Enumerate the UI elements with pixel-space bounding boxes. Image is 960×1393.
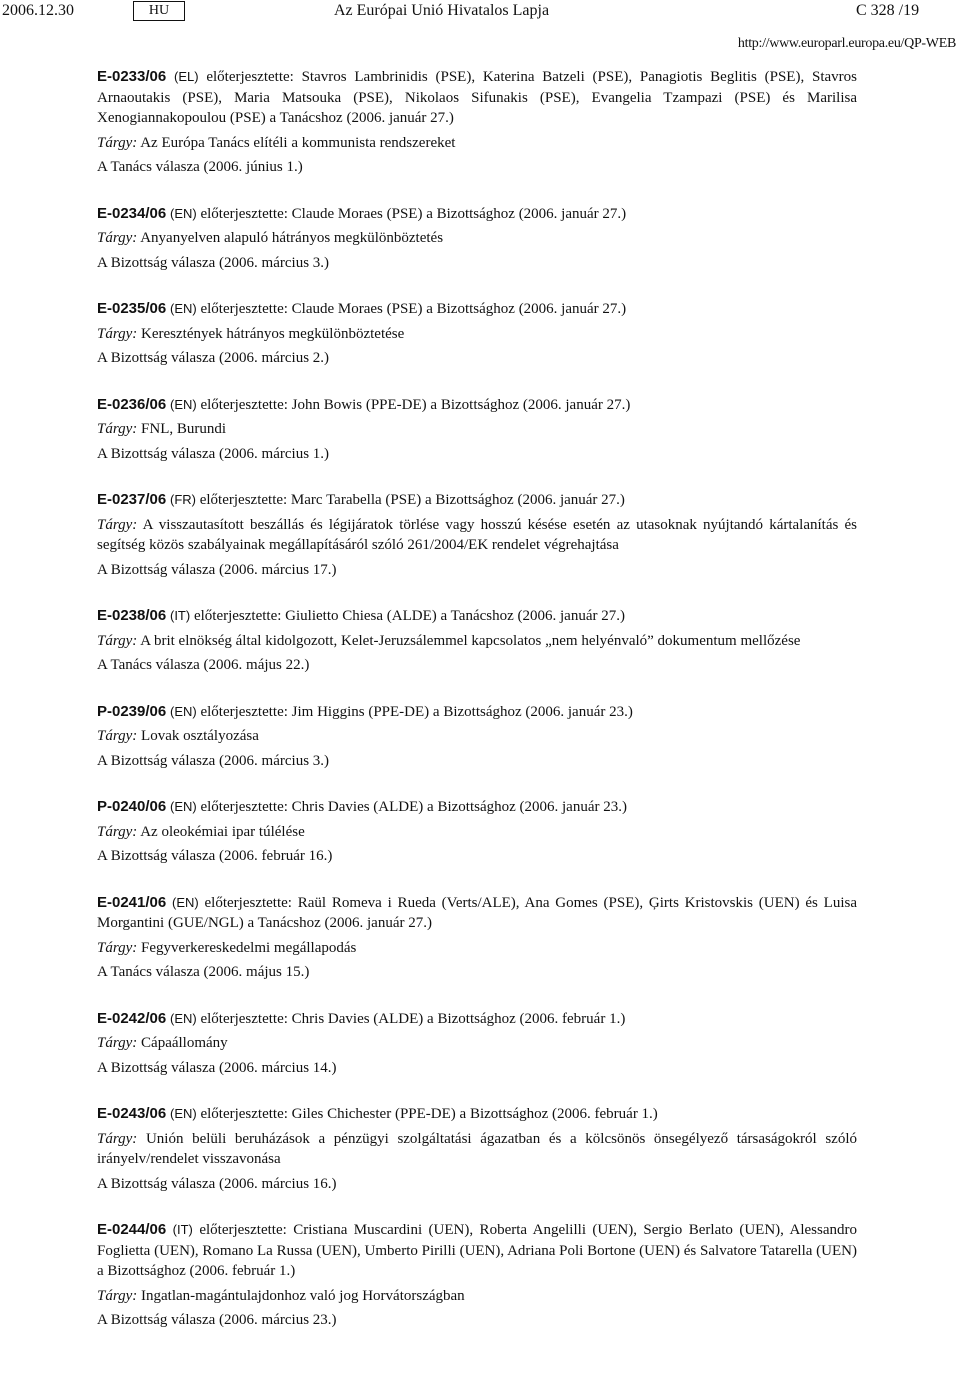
question-authors: előterjesztette: Giles Chichester (PPE-DE) a Bizottsághoz (2006. február 1.): [200, 1106, 658, 1122]
subject-text: Unión belüli beruházások a pénzügyi szolgáltatási ágazatban és a kölcsönös önsegélyező társaságokról szóló irányelv/rendelet visszavonása: [97, 1130, 857, 1167]
answer-line: A Bizottság válasza (2006. március 2.): [97, 350, 330, 366]
question-entry: [97, 395, 857, 465]
header-date: 2006.12.30: [2, 2, 74, 19]
question-number: E-0236/06: [97, 395, 167, 413]
question-number: E-0244/06: [97, 1221, 167, 1238]
questions-list: [97, 67, 857, 1357]
language-code: (IT): [169, 608, 191, 623]
answer-line: A Bizottság válasza (2006. március 23.): [97, 1312, 337, 1328]
subject-text: Anyanyelven alapuló hátrányos megkülönböztetés: [140, 230, 444, 246]
question-authors: előterjesztette: Marc Tarabella (PSE) a Bizottsághoz (2006. január 27.): [199, 492, 625, 508]
question-number: E-0235/06: [97, 300, 167, 317]
question-subject: [97, 324, 857, 345]
language-code: (EN): [169, 799, 197, 814]
question-subject: [97, 1129, 857, 1170]
subject-text: Lovak osztályozása: [141, 728, 259, 744]
subject-label: Tárgy:: [97, 1130, 138, 1147]
question-number: E-0241/06: [97, 893, 167, 911]
subject-text: Az oleokémiai ipar túlélése: [140, 823, 305, 840]
language-code: (EL): [174, 69, 199, 84]
question-number: E-0242/06: [97, 1009, 167, 1027]
question-subject: [97, 938, 857, 959]
question-heading: [97, 893, 857, 934]
subject-text: Az Európa Tanács elítéli a kommunista rendszereket: [140, 134, 456, 151]
answer-line: A Bizottság válasza (2006. március 14.): [97, 1059, 337, 1076]
subject-label: Tárgy:: [97, 516, 138, 533]
subject-label: Tárgy:: [97, 325, 138, 342]
subject-label: Tárgy:: [97, 939, 138, 956]
question-authors: előterjesztette: Stavros Lambrinidis (PSE), Katerina Batzeli (PSE), Panagiotis Beglitis (PSE), Stavros Arnaoutakis (PSE), Maria Matsouka (PSE), Nikolaos Sifunakis (PSE), Evangelia Tzampazi (PSE) és Marilisa Xenogiannakopoulou (PSE) a Tanácshoz (2006. január 27.): [97, 69, 857, 126]
question-entry: [97, 204, 857, 274]
question-subject: [97, 515, 857, 556]
question-authors: előterjesztette: Jim Higgins (PPE-DE) a Bizottsághoz (2006. január 23.): [200, 703, 633, 720]
question-subject: [97, 822, 857, 843]
question-heading: [97, 1009, 857, 1030]
language-code: (IT): [172, 1222, 193, 1237]
question-number: E-0233/06: [97, 68, 167, 85]
question-subject: [97, 1286, 857, 1307]
question-heading: [97, 797, 857, 818]
subject-text: Ingatlan-magántulajdonhoz való jog Horvátországban: [141, 1287, 465, 1304]
question-subject: [97, 228, 857, 249]
question-number: P-0239/06: [97, 702, 167, 720]
question-authors: előterjesztette: John Bowis (PPE-DE) a Bizottsághoz (2006. január 27.): [200, 396, 631, 413]
question-number: P-0240/06: [97, 798, 167, 815]
question-subject: [97, 631, 857, 652]
question-heading: [97, 204, 857, 225]
question-entry: [97, 299, 857, 369]
language-code: (EN): [169, 1010, 197, 1026]
subject-text: Keresztények hátrányos megkülönböztetése: [141, 325, 405, 342]
question-heading: [97, 490, 857, 511]
answer-line: A Bizottság válasza (2006. március 3.): [97, 254, 330, 271]
question-authors: előterjesztette: Cristiana Muscardini (UEN), Roberta Angelilli (UEN), Sergio Berlato (UEN), Alessandro Foglietta (UEN), Romano La Russa (UEN), Umberto Pirilli (UEN), Adriana Poli Bortone (UEN) és Salvatore Tatarella (UEN) a Bizottsághoz (2006. február 1.): [97, 1222, 857, 1279]
answer-line: A Tanács válasza (2006. május 22.): [97, 657, 310, 673]
answer-line: A Tanács válasza (2006. május 15.): [97, 964, 310, 980]
question-entry: [97, 797, 857, 867]
header-issue-number: C 328 /19: [856, 2, 920, 19]
subject-text: Cápaállomány: [141, 1035, 228, 1051]
question-entry: [97, 490, 857, 580]
subject-text: Fegyverkereskedelmi megállapodás: [141, 939, 357, 956]
question-authors: előterjesztette: Chris Davies (ALDE) a Bizottsághoz (2006. február 1.): [200, 1010, 626, 1027]
question-subject: [97, 419, 857, 440]
question-entry: [97, 606, 857, 676]
question-number: E-0234/06: [97, 204, 167, 222]
question-heading: [97, 67, 857, 129]
subject-label: Tárgy:: [97, 134, 138, 151]
question-heading: [97, 395, 857, 416]
question-authors: előterjesztette: Giulietto Chiesa (ALDE) a Tanácshoz (2006. január 27.): [193, 608, 625, 624]
subject-label: Tárgy:: [97, 230, 138, 246]
language-code: (EN): [172, 894, 199, 910]
answer-line: A Bizottság válasza (2006. március 3.): [97, 752, 330, 769]
question-entry: [97, 1009, 857, 1079]
question-heading: [97, 1104, 857, 1125]
question-number: E-0237/06: [97, 491, 167, 508]
question-subject: [97, 1033, 857, 1054]
language-code: (EN): [169, 1106, 197, 1121]
question-entry: [97, 1220, 857, 1331]
question-heading: [97, 606, 857, 627]
question-entry: [97, 67, 857, 178]
question-entry: [97, 702, 857, 772]
subject-label: Tárgy:: [97, 1035, 138, 1051]
language-code: (EN): [169, 703, 197, 719]
question-authors: előterjesztette: Chris Davies (ALDE) a Bizottsághoz (2006. január 23.): [200, 799, 627, 815]
language-code: (EN): [169, 205, 197, 221]
question-entry: [97, 1104, 857, 1194]
question-heading: [97, 1220, 857, 1282]
subject-label: Tárgy:: [97, 1287, 138, 1304]
question-heading: [97, 702, 857, 723]
subject-text: A brit elnökség által kidolgozott, Kelet-Jeruzsálemmel kapcsolatos „nem helyénvaló” dokumentum mellőzése: [140, 632, 801, 649]
subject-text: FNL, Burundi: [141, 421, 227, 437]
question-authors: előterjesztette: Raül Romeva i Rueda (Verts/ALE), Ana Gomes (PSE), Ģirts Kristovskis (UEN) és Luisa Morgantini (GUE/NGL) a Tanácshoz (2006. január 27.): [97, 894, 857, 931]
header-journal-title: Az Európai Unió Hivatalos Lapja: [334, 2, 550, 19]
answer-line: A Bizottság válasza (2006. március 1.): [97, 445, 330, 462]
language-code: (FR): [169, 492, 196, 507]
question-number: E-0238/06: [97, 607, 167, 624]
language-code: (EN): [169, 301, 197, 316]
answer-line: A Tanács válasza (2006. június 1.): [97, 159, 303, 175]
question-heading: [97, 299, 857, 320]
answer-line: A Bizottság válasza (2006. március 17.): [97, 561, 337, 578]
subject-label: Tárgy:: [97, 632, 138, 649]
question-entry: [97, 893, 857, 983]
header-language-box: HU: [133, 1, 185, 21]
question-authors: előterjesztette: Claude Moraes (PSE) a Bizottsághoz (2006. január 27.): [200, 205, 627, 222]
subject-label: Tárgy:: [97, 823, 138, 840]
question-subject: [97, 726, 857, 747]
question-authors: előterjesztette: Claude Moraes (PSE) a Bizottsághoz (2006. január 27.): [200, 301, 627, 317]
language-code: (EN): [169, 396, 197, 412]
question-number: E-0243/06: [97, 1105, 167, 1122]
subject-text: A visszautasított beszállás és légijáratok törlése vagy hosszú késése esetén az utasoknak nyújtandó kártalanítás és segítség közös szabályainak megállapításáról szóló 261/2004/EK rendelet végrehajtása: [97, 516, 857, 553]
answer-line: A Bizottság válasza (2006. március 16.): [97, 1175, 337, 1192]
subject-label: Tárgy:: [97, 421, 138, 437]
question-subject: [97, 133, 857, 154]
answer-line: A Bizottság válasza (2006. február 16.): [97, 848, 333, 864]
page-header: [0, 0, 960, 26]
header-url-link[interactable]: http://www.europarl.europa.eu/QP-WEB: [737, 36, 956, 51]
subject-label: Tárgy:: [97, 728, 138, 744]
